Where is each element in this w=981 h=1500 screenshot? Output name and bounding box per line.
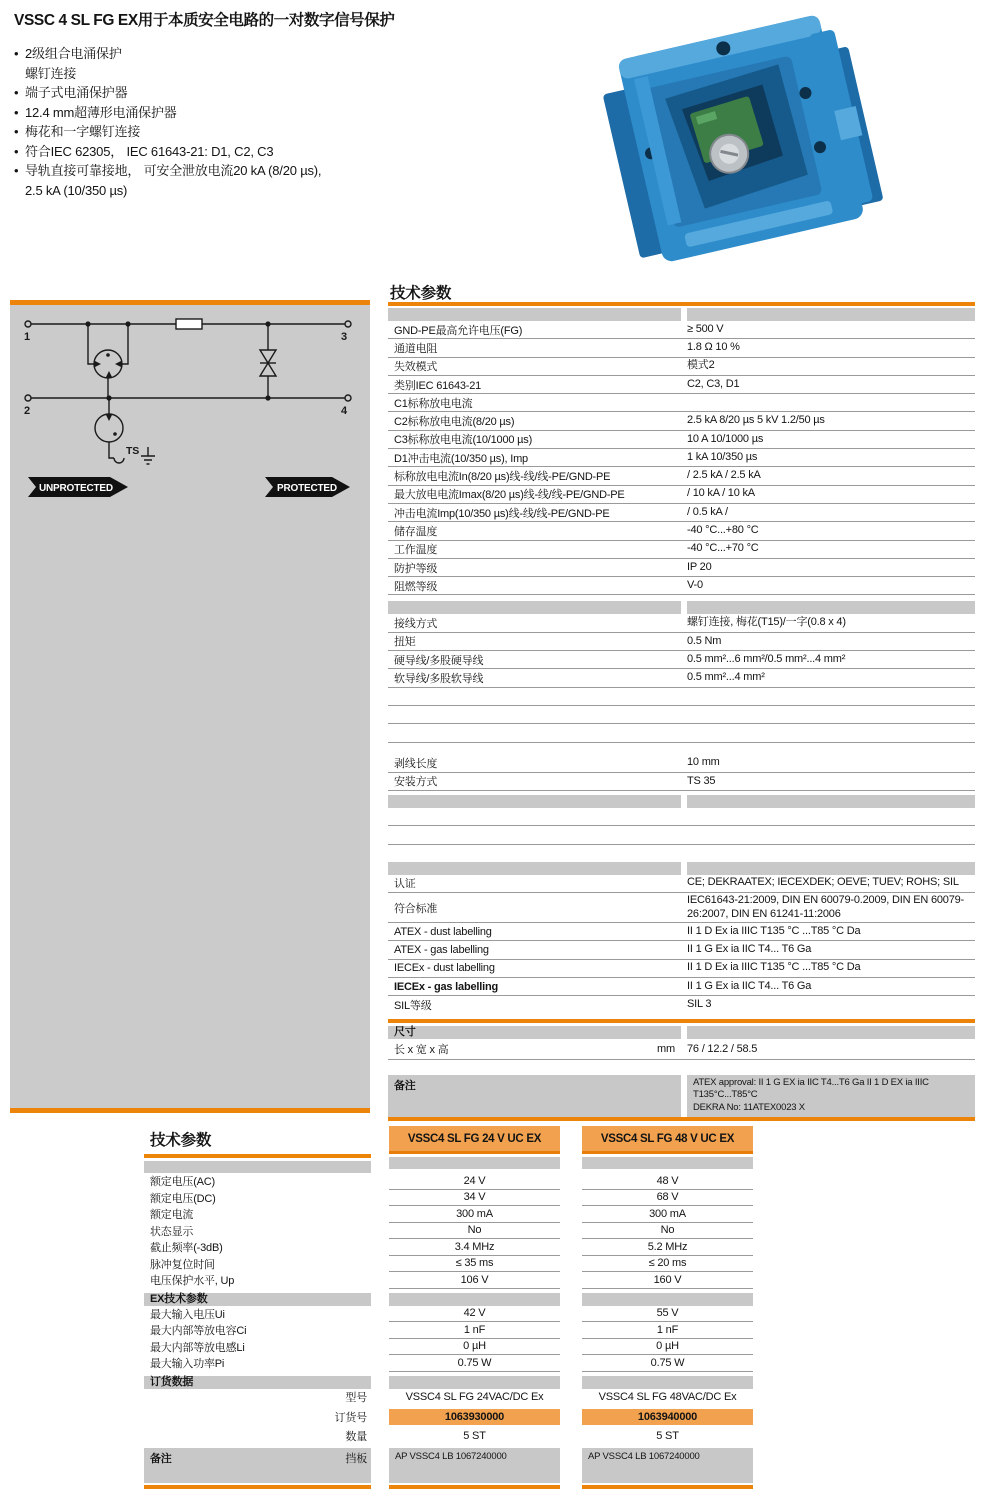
spec-value: IP 20 (687, 560, 712, 573)
dimension-unit: mm (657, 1042, 675, 1055)
feature-bullet-text: 符合IEC 62305， IEC 61643-21: D1, C2, C3 (25, 143, 274, 159)
spec-value: C2, C3, D1 (687, 377, 740, 390)
spec-value: 300 mA (389, 1206, 560, 1223)
feature-bullet-text: 导轨直接可靠接地， 可安全泄放电流20 kA (8/20 µs), (25, 163, 322, 178)
spec-label: C1标称放电电流 (394, 397, 473, 410)
spec-label: 软导线/多股软导线 (394, 672, 484, 685)
remark-value: AP VSSC4 LB 1067240000 (389, 1448, 560, 1483)
spec-label: 最大放电电流Imax(8/20 µs)线-线/线-PE/GND-PE (394, 489, 625, 502)
table-header-bar (388, 308, 975, 321)
spec-value: 160 V (582, 1272, 753, 1289)
section-bar (389, 1293, 560, 1306)
spec-label: 储存温度 (394, 525, 438, 538)
spec-value: 2.5 kA 8/20 µs 5 kV 1.2/50 µs (687, 414, 825, 427)
product-header-rule (582, 1151, 753, 1154)
spec-row (388, 978, 975, 996)
note-value (687, 1075, 975, 1117)
terminal-label-2: 2 (24, 405, 30, 417)
section-label: EX技术参数 (144, 1293, 371, 1306)
spec-row (388, 559, 975, 577)
remark-value: AP VSSC4 LB 1067240000 (582, 1448, 753, 1483)
spec-value: / 2.5 kA / 2.5 kA (687, 469, 761, 482)
spec-row (388, 875, 975, 893)
spec-value: -40 °C...+70 °C (687, 542, 759, 555)
order-row (144, 1389, 753, 1406)
spec-row (144, 1306, 753, 1323)
spec-value: 106 V (389, 1272, 560, 1289)
section-header-bar (144, 1376, 753, 1389)
empty-row (388, 706, 975, 724)
spec-label: IECEx - dust labelling (394, 962, 495, 975)
spec-row (388, 669, 975, 687)
empty-row (388, 808, 975, 826)
resistor-symbol (176, 319, 202, 329)
feature-bullet-text: 12.4 mm超薄形电涌保护器 (25, 104, 177, 120)
spec-row (388, 651, 975, 669)
spacer (388, 845, 975, 862)
spec-label: 最大输入功率Pi (150, 1358, 225, 1371)
feature-bullet (14, 142, 574, 162)
header-bar-right (687, 601, 975, 614)
spec-value: 300 mA (582, 1206, 753, 1223)
diagram-background (10, 300, 370, 1113)
spec-label: ATEX - dust labelling (394, 925, 492, 938)
variant-table-rows (144, 1173, 753, 1489)
header-bar-right (687, 795, 975, 808)
spec-label: GND-PE最高允许电压(FG) (394, 324, 523, 337)
feature-bullet (14, 103, 574, 123)
spec-label: 类别IEC 61643-21 (394, 379, 482, 392)
unprotected-banner (28, 477, 128, 497)
section-header-bar (388, 1026, 975, 1039)
spec-row (388, 394, 975, 412)
spec-label: 剥线长度 (394, 758, 438, 771)
spec-label: 工作温度 (394, 544, 438, 557)
spec-value: ≤ 20 ms (582, 1256, 753, 1273)
spec-row (388, 486, 975, 504)
spec-row (388, 522, 975, 540)
spec-value: 0.5 Nm (687, 634, 722, 647)
section-header-bar (144, 1293, 753, 1306)
header-bar-right (687, 1026, 975, 1039)
spec-label: 最大内部等放电感Li (150, 1341, 245, 1354)
spec-label: 通道电阻 (394, 342, 438, 355)
feature-bullet (14, 161, 574, 200)
tech-table (388, 308, 975, 1121)
spec-value: 0 µH (582, 1339, 753, 1356)
product-name: VSSC4 SL FG 48 V UC EX (582, 1126, 753, 1151)
terminal-block-image (598, 12, 890, 265)
spec-label: 电压保护水平, Up (150, 1275, 235, 1288)
order-label: 型号 (345, 1392, 367, 1404)
section-label: 订货数据 (144, 1376, 371, 1389)
spec-value: V-0 (687, 578, 703, 591)
variant-table-title: 技术参数 (150, 1132, 212, 1149)
header-bar-left: 尺寸 (388, 1026, 681, 1039)
spec-label: 扭矩 (394, 636, 416, 649)
feature-bullet-continuation: 2.5 kA (10/350 µs) (25, 182, 128, 198)
spec-label: 冲击电流Imp(10/350 µs)线-线/线-PE/GND-PE (394, 507, 610, 520)
baffle-label: 挡板 (345, 1452, 367, 1465)
spec-value: No (389, 1223, 560, 1240)
spec-value: 0.75 W (389, 1355, 560, 1372)
spec-value: CE; DEKRAATEX; IECEXDEK; OEVE; TUEV; ROHS; SIL (687, 876, 959, 889)
section-bar (582, 1293, 753, 1306)
header-bar-left (388, 795, 681, 808)
spec-value: ≥ 500 V (687, 322, 724, 335)
feature-bullet-text: 端子式电涌保护器 (25, 85, 128, 100)
order-number-cell (582, 1406, 753, 1428)
feature-bullet-text: 梅花和一字螺钉连接 (25, 124, 141, 139)
panel-top-rule (10, 300, 370, 305)
product-column-header-2 (582, 1126, 753, 1173)
unprotected-banner-label: UNPROTECTED (39, 483, 113, 494)
product-column-header-1 (389, 1126, 560, 1173)
product-name: VSSC4 SL FG 24 V UC EX (389, 1126, 560, 1151)
feature-bullet-continuation: 螺钉连接 (25, 65, 77, 81)
header-gray-bar (582, 1157, 753, 1169)
header-gray-bar (389, 1157, 560, 1169)
spacer (388, 1060, 975, 1075)
spec-label: 硬导线/多股硬导线 (394, 654, 484, 667)
spec-label: 脉冲复位时间 (150, 1258, 215, 1271)
spec-label: ATEX - gas labelling (394, 943, 489, 956)
spec-row (144, 1339, 753, 1356)
spec-row (144, 1272, 753, 1289)
note-row (388, 1075, 975, 1117)
spec-label: 认证 (394, 878, 416, 891)
order-value: 5 ST (463, 1430, 486, 1442)
section-bar (389, 1376, 560, 1389)
dimension-row (388, 1039, 975, 1060)
spec-row (388, 504, 975, 522)
spec-row (144, 1256, 753, 1273)
spec-value: 0.5 mm²...4 mm² (687, 671, 765, 684)
product-header-rule (389, 1151, 560, 1154)
spec-value: 10 mm (687, 756, 720, 769)
tech-table-title-rule (388, 302, 975, 306)
page-header (14, 8, 574, 200)
spec-row (388, 996, 975, 1014)
note-line: ATEX approval: II 1 G EX ia IIC T4...T6 Ga II 1 D EX ia IIIC T135°C...T85°C (693, 1076, 929, 1101)
remark-label-cell (144, 1448, 371, 1483)
spec-row (144, 1190, 753, 1207)
spec-label: 额定电压(DC) (150, 1192, 216, 1205)
header-bar-left (388, 601, 681, 614)
spec-label: 接线方式 (394, 618, 438, 631)
spec-row (388, 941, 975, 959)
spec-label: C3标称放电电流(10/1000 µs) (394, 434, 533, 447)
spec-value: / 0.5 kA / (687, 505, 728, 518)
spec-value: 1 kA 10/350 µs (687, 450, 758, 463)
spec-value: 0 µH (389, 1339, 560, 1356)
header-bar-left (388, 862, 681, 875)
spec-value: 10 A 10/1000 µs (687, 432, 764, 445)
spec-label: 最大输入电压Ui (150, 1308, 225, 1321)
spec-value: II 1 D Ex ia IIIC T135 °C ...T85 °C Da (687, 961, 861, 974)
spec-row (144, 1239, 753, 1256)
spec-label: 阻燃等级 (394, 580, 438, 593)
spec-label: SIL等级 (394, 1000, 432, 1013)
circuit-diagram-panel (10, 300, 370, 1113)
spec-value: 1.8 Ω 10 % (687, 341, 740, 354)
spec-value: 24 V (389, 1173, 560, 1190)
order-row (144, 1428, 753, 1445)
orange-rule (388, 1117, 975, 1121)
orange-rule (144, 1485, 371, 1489)
order-number: 1063940000 (582, 1409, 753, 1425)
spec-row (388, 376, 975, 394)
feature-bullet-text: 2级组合电涌保护 (25, 46, 122, 61)
spec-row (388, 358, 975, 376)
spec-value: 5.2 MHz (582, 1239, 753, 1256)
order-number-cell (389, 1406, 560, 1428)
spec-label: C2标称放电电流(8/20 µs) (394, 416, 515, 429)
terminal-label-1: 1 (24, 331, 30, 343)
spec-value: -40 °C...+80 °C (687, 524, 759, 537)
spec-row (388, 893, 975, 923)
spec-row (388, 577, 975, 595)
order-number-row (144, 1406, 753, 1428)
spec-label: D1冲击电流(10/350 µs), Imp (394, 452, 528, 465)
feature-bullet (14, 83, 574, 103)
spec-label: IECEx - gas labelling (394, 980, 498, 993)
spec-value: 0.5 mm²...6 mm²/0.5 mm²...4 mm² (687, 652, 846, 665)
spec-value: 3.4 MHz (389, 1239, 560, 1256)
spec-label: 截止频率(-3dB) (150, 1242, 223, 1255)
spec-value: 48 V (582, 1173, 753, 1190)
spec-row (144, 1355, 753, 1372)
spec-label: 额定电压(AC) (150, 1176, 216, 1189)
spec-value: ≤ 35 ms (389, 1256, 560, 1273)
spec-label: 标称放电电流In(8/20 µs)线-线/线-PE/GND-PE (394, 471, 611, 484)
header-bar-right (687, 308, 975, 321)
order-label: 订货号 (334, 1411, 367, 1424)
spec-row (388, 541, 975, 559)
spec-label: 防护等级 (394, 562, 438, 575)
variant-table-title-cell (144, 1126, 371, 1173)
spec-label: 符合标准 (394, 902, 438, 915)
product-photo (598, 12, 890, 265)
orange-rule (582, 1485, 753, 1489)
spec-row (144, 1223, 753, 1240)
order-label: 数量 (345, 1431, 367, 1443)
remark-row (144, 1448, 753, 1483)
table-header-bar (388, 862, 975, 875)
protected-banner (265, 477, 350, 497)
spec-row (388, 614, 975, 632)
spec-row (144, 1173, 753, 1190)
spec-label: 额定电流 (150, 1209, 194, 1222)
spec-value: 1 nF (389, 1322, 560, 1339)
variant-table-header (144, 1126, 753, 1173)
spec-label: 安装方式 (394, 776, 438, 789)
order-number: 1063930000 (389, 1409, 560, 1425)
spec-label: 失效模式 (394, 361, 438, 374)
spec-value: 0.75 W (582, 1355, 753, 1372)
spec-value: 螺钉连接, 梅花(T15)/一字(0.8 x 4) (687, 616, 846, 629)
spec-value: II 1 G Ex ia IIC T4... T6 Ga (687, 943, 812, 956)
spec-row (388, 449, 975, 467)
header-gray-bar (144, 1161, 371, 1173)
variant-table (144, 1126, 753, 1489)
terminal-label-4: 4 (341, 405, 347, 417)
terminal-label-3: 3 (341, 331, 347, 343)
spec-row (388, 755, 975, 773)
spec-value: IEC61643-21:2009, DIN EN 60079-0.2009, DIN EN 60079-26:2007, DIN EN 61241-11:2006 (687, 893, 964, 920)
empty-row (388, 826, 975, 844)
order-value: 5 ST (656, 1430, 679, 1442)
bottom-orange-rule (144, 1485, 753, 1489)
section-bar (582, 1376, 753, 1389)
table-header-bar (388, 601, 975, 614)
spec-row (388, 960, 975, 978)
spec-value: 34 V (389, 1190, 560, 1207)
spec-value: / 10 kA / 10 kA (687, 487, 755, 500)
panel-bottom-rule (10, 1108, 370, 1113)
spacer (388, 743, 975, 755)
feature-bullet-list (14, 44, 574, 200)
dimension-label: 长 x 宽 x 高 (394, 1043, 449, 1056)
table-header-bar (388, 795, 975, 808)
spec-row (144, 1206, 753, 1223)
feature-bullet (14, 122, 574, 142)
spec-row (388, 321, 975, 339)
spec-value: 1 nF (582, 1322, 753, 1339)
spec-value: II 1 D Ex ia IIIC T135 °C ...T85 °C Da (687, 924, 861, 937)
spec-value: 68 V (582, 1190, 753, 1207)
order-value: VSSC4 SL FG 24VAC/DC Ex (405, 1391, 544, 1403)
spec-value: 42 V (389, 1306, 560, 1323)
feature-bullet (14, 44, 574, 83)
circuit-diagram (10, 300, 370, 1113)
spec-value: No (582, 1223, 753, 1240)
spec-value: 模式2 (687, 359, 715, 372)
spec-row (144, 1322, 753, 1339)
variant-title-rule (144, 1154, 371, 1158)
spec-label: 状态显示 (150, 1225, 194, 1238)
dimension-value: 76 / 12.2 / 58.5 (687, 1042, 758, 1055)
spec-row (388, 339, 975, 357)
spec-row (388, 467, 975, 485)
spec-row (388, 412, 975, 430)
spec-value: II 1 G Ex ia IIC T4... T6 Ga (687, 979, 812, 992)
note-line: DEKRA No: 11ATEX0023 X (693, 1102, 805, 1114)
spec-row (388, 923, 975, 941)
empty-row (388, 688, 975, 706)
empty-row (388, 724, 975, 742)
header-bar-right (687, 862, 975, 875)
spec-label: 最大内部等放电容Ci (150, 1325, 247, 1338)
spec-row (388, 773, 975, 791)
spec-row (388, 431, 975, 449)
spec-value: 55 V (582, 1306, 753, 1323)
spec-row (388, 633, 975, 651)
ts-label: TS (126, 445, 140, 457)
note-label: 备注 (388, 1075, 681, 1117)
tech-table-title: 技术参数 (390, 285, 452, 302)
orange-rule (389, 1485, 560, 1489)
remark-label: 备注 (150, 1452, 172, 1465)
order-value: VSSC4 SL FG 48VAC/DC Ex (598, 1391, 737, 1403)
header-bar-left (388, 308, 681, 321)
page-title: VSSC 4 SL FG EX用于本质安全电路的一对数字信号保护 (14, 12, 395, 29)
protected-banner-label: PROTECTED (277, 483, 337, 494)
spec-value: SIL 3 (687, 998, 712, 1011)
spec-value: TS 35 (687, 774, 716, 787)
